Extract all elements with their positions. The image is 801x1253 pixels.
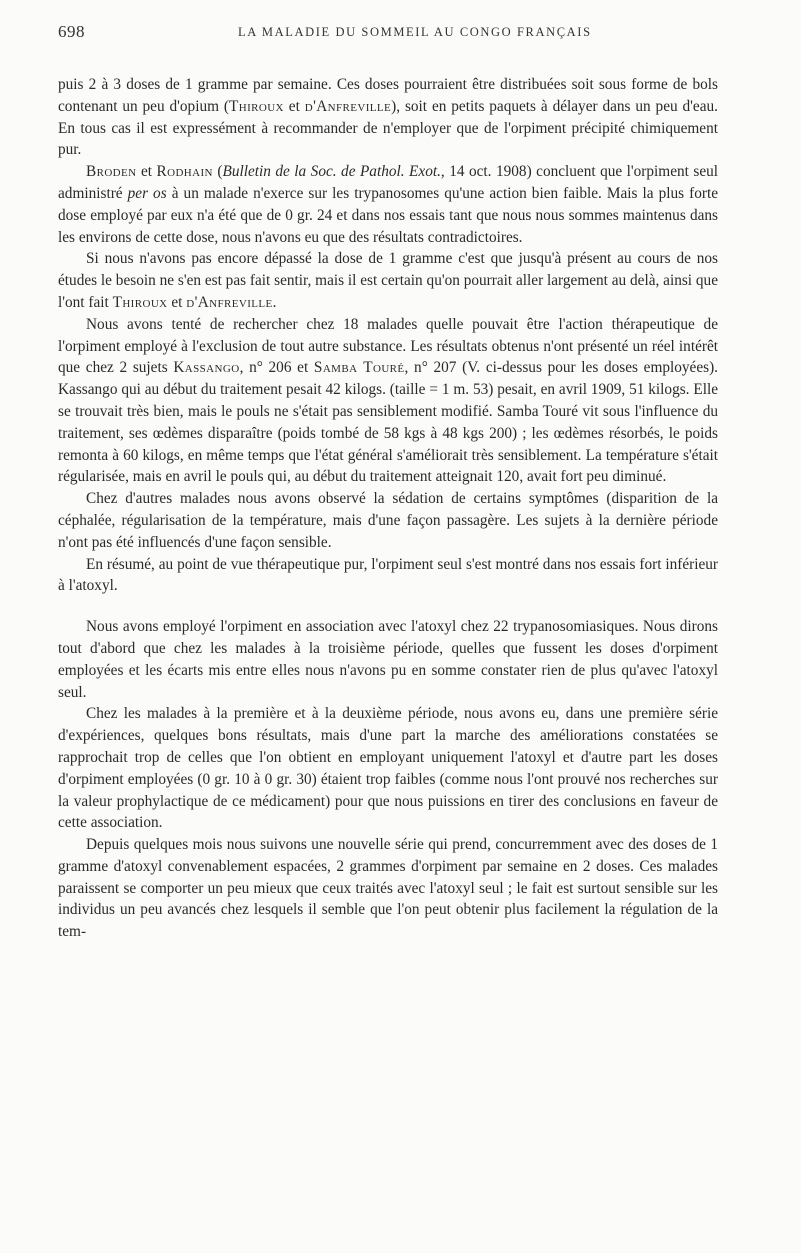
author-name: Thiroux	[228, 97, 284, 115]
journal-citation: Bulletin de la Soc. de Pathol. Exot.	[222, 163, 441, 181]
page-header	[58, 22, 718, 48]
page-number: 698	[58, 22, 85, 41]
text-run: Nous avons tenté de rechercher chez 18 malades quelle pouvait être l'action thérapeutique de l'orpiment employé à l'exclusion de tout autre substance. Les résultats obtenus n'ont présenté un réel intérêt que chez 2 sujets	[58, 315, 718, 377]
text-run: et	[136, 163, 157, 181]
paragraph-4	[58, 314, 718, 488]
text-run: puis 2 à 3 doses de 1 gramme par semaine. Ces doses pourraient être distribuées soit sous forme de bols contenant un peu d'opium (	[58, 76, 718, 115]
author-name: d'Anfreville	[186, 293, 273, 311]
patient-name: Kassango	[173, 359, 240, 377]
patient-name: Samba Touré	[313, 359, 405, 377]
author-name: Rodhain	[156, 163, 213, 181]
running-title: LA MALADIE DU SOMMEIL AU CONGO FRANÇAIS	[238, 25, 592, 39]
latin-term: per os	[127, 184, 167, 202]
text-run: , n° 207 (V. ci-dessus pour les doses employées). Kassango qui au début du traitement pesait 42 kilogs. (taille = 1 m. 53) pesait, en avril 1909, 51 kilogs. Elle se trouvait très bien, mais le pouls ne s'était pas sensiblement modifié. Samba Touré vit sous l'influence du traitement, ses œdèmes disparaître (poids tombé de 58 kgs à 48 kgs 200) ; les œdèmes résorbés, le poids remonta à 60 kilogs, en même temps que l'état général s'améliorait très sensiblement. La température s'était régularisée, mais en avril le pouls qui, au début du traitement atteignait 120, avait fort peu diminué.	[58, 359, 719, 486]
paragraph-6: En résumé, au point de vue thérapeutique pur, l'orpiment seul s'est montré dans nos essais fort inférieur à l'atoxyl.	[58, 555, 718, 595]
text-run: , 14 oct. 1908) concluent que l'orpiment seul administré	[58, 163, 719, 202]
paragraph-1	[58, 74, 718, 161]
body-text	[58, 74, 718, 943]
paragraph-7: Nous avons employé l'orpiment en association avec l'atoxyl chez 22 trypanosomiasiques. Nous dirons tout d'abord que chez les malades à la troisième période, quelles que fussent les doses d'orpiment employées et les écarts mis entre elles nous n'avons pu en somme constater rien de plus qu'avec l'atoxyl seul.	[58, 618, 718, 701]
paragraph-5: Chez d'autres malades nous avons observé la sédation de certains symptômes (disparition de la céphalée, régularisation de la température, mais d'une façon passagère. Les sujets à la dernière période n'ont pas été influencés d'une façon sensible.	[58, 490, 718, 551]
text-run: et	[283, 97, 305, 115]
paragraph-3	[58, 248, 718, 313]
paragraph-8: Chez les malades à la première et à la deuxième période, nous avons eu, dans une première série d'expériences, quelques bons résultats, mais d'une part la marche des améliorations constatées se rapprochait trop de celles que l'on obtient en employant uniquement l'atoxyl et d'autre part les doses d'orpiment employées (0 gr. 10 à 0 gr. 30) étaient trop faibles (comme nous l'ont prouvé nos recherches sur la valeur prophylactique de ce médicament) pour que nous puissions en tirer des conclusions en faveur de cette association.	[58, 705, 718, 832]
text-run: et	[167, 293, 187, 311]
author-name: d'Anfreville	[304, 97, 392, 115]
text-run: .	[272, 293, 277, 311]
paragraph-9: Depuis quelques mois nous suivons une nouvelle série qui prend, concurremment avec des doses de 1 gramme d'atoxyl convenablement espacées, 2 grammes d'orpiment par semaine en 2 doses. Ces malades paraissent se comporter un peu mieux que ceux traités avec l'atoxyl seul ; le fait est surtout sensible sur les individus un peu avancés chez lesquels il semble que l'on peut obtenir plus facilement la régulation de la tem-	[58, 836, 718, 941]
text-run: ), soit en petits paquets à délayer dans un peu d'eau. En tous cas il est expressément à recommander de n'employer que de l'orpiment précipité chimiquement pur.	[58, 97, 718, 159]
author-name: Thiroux	[112, 293, 168, 311]
author-name: Broden	[86, 163, 137, 181]
text-run: Si nous n'avons pas encore dépassé la dose de 1 gramme c'est que jusqu'à présent au cours de nos études le besoin ne s'en est pas fait sentir, mais il est certain qu'on pourrait aller largement au delà, ainsi que l'ont fait	[58, 250, 718, 311]
text-run: , n° 206 et	[239, 359, 314, 377]
text-run: à un malade n'exerce sur les trypanosomes qu'une action bien faible. Mais la plus forte dose employé par eux n'a été que de 0 gr. 24 et dans nos essais tant que nous nous sommes maintenus dans les environs de cette dose, nous n'avons eu que des résultats contradictoires.	[58, 184, 718, 246]
text-run: (	[212, 163, 223, 181]
paragraph-2	[58, 161, 718, 248]
